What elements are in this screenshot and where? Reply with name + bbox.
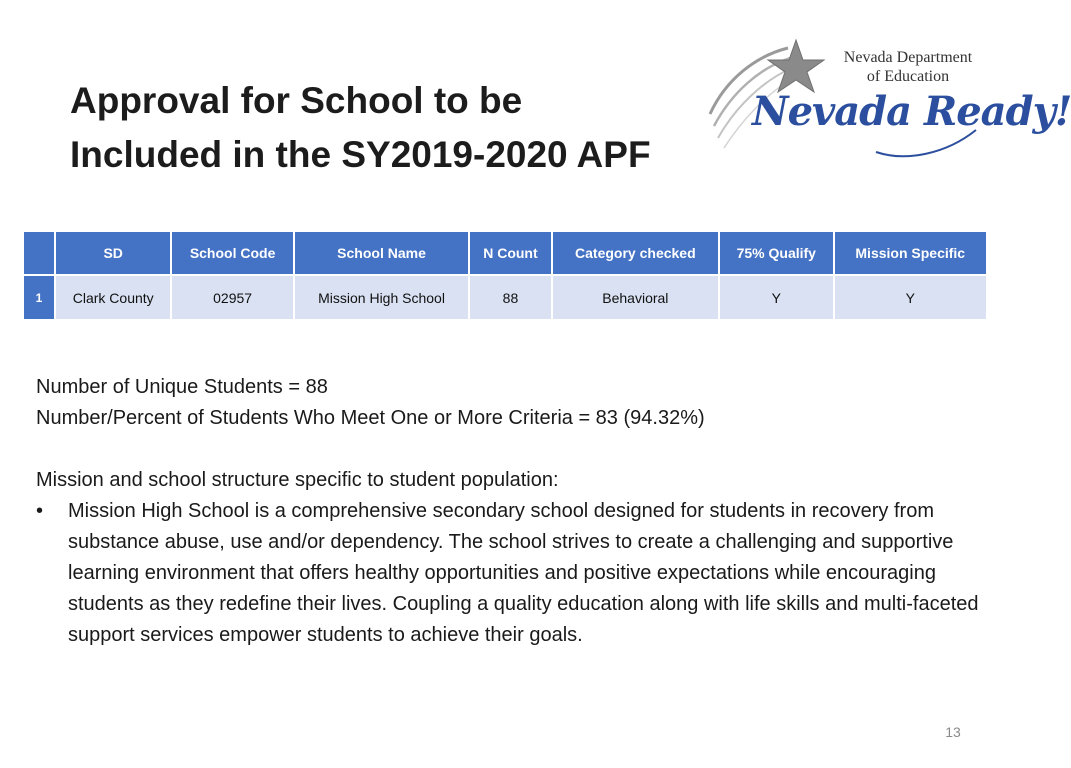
cell-school-code: 02957 xyxy=(172,276,292,319)
table-row xyxy=(24,276,986,319)
cell-n-count: 88 xyxy=(470,276,550,319)
cell-category-checked: Behavioral xyxy=(553,276,718,319)
cell-sd: Clark County xyxy=(56,276,170,319)
col-header-n-count: N Count xyxy=(470,232,550,274)
bullet-icon: • xyxy=(36,500,44,522)
unique-students-stat: Number of Unique Students = 88 xyxy=(36,376,328,398)
logo-dept-line-1: Nevada Department xyxy=(843,49,973,66)
title-line-1: Approval for School to be xyxy=(70,80,523,121)
cell-school-name: Mission High School xyxy=(295,276,469,319)
table-header-row xyxy=(24,232,986,274)
col-header-school-code: School Code xyxy=(172,232,292,274)
cell-mission-specific: Y xyxy=(835,276,987,319)
col-header-school-name: School Name xyxy=(295,232,469,274)
col-header-category-checked: Category checked xyxy=(553,232,718,274)
col-header-sd: SD xyxy=(56,232,170,274)
row-index-header xyxy=(24,232,54,274)
apf-approval-table xyxy=(22,230,988,321)
title-line-2: Included in the SY2019-2020 APF xyxy=(70,134,651,175)
logo-tagline: Nevada Ready! xyxy=(752,88,1071,135)
slide-body xyxy=(36,372,986,651)
logo-dept-line-2: of Education xyxy=(866,68,950,85)
logo-department-text xyxy=(828,48,988,86)
col-header-75-qualify: 75% Qualify xyxy=(720,232,832,274)
page-title xyxy=(70,74,710,182)
mission-heading: Mission and school structure specific to student population: xyxy=(36,469,559,491)
cell-75-qualify: Y xyxy=(720,276,832,319)
mission-bullet xyxy=(36,496,986,651)
row-index: 1 xyxy=(24,276,54,319)
nevada-doe-logo xyxy=(706,34,1071,166)
spacer xyxy=(36,434,986,465)
criteria-stat: Number/Percent of Students Who Meet One or More Criteria = 83 (94.32%) xyxy=(36,407,705,429)
col-header-mission-specific: Mission Specific xyxy=(835,232,987,274)
mission-bullet-text: Mission High School is a comprehensive secondary school designed for students in recovery from substance abuse, use and/or dependency. The school strives to create a challenging and supportive learning environment that offers healthy opportunities and positive expectations while encouraging students as they redefine their lives. Coupling a quality education along with life skills and multi-faceted support services empower students to achieve their goals. xyxy=(68,500,979,646)
page-number: 13 xyxy=(945,724,961,740)
